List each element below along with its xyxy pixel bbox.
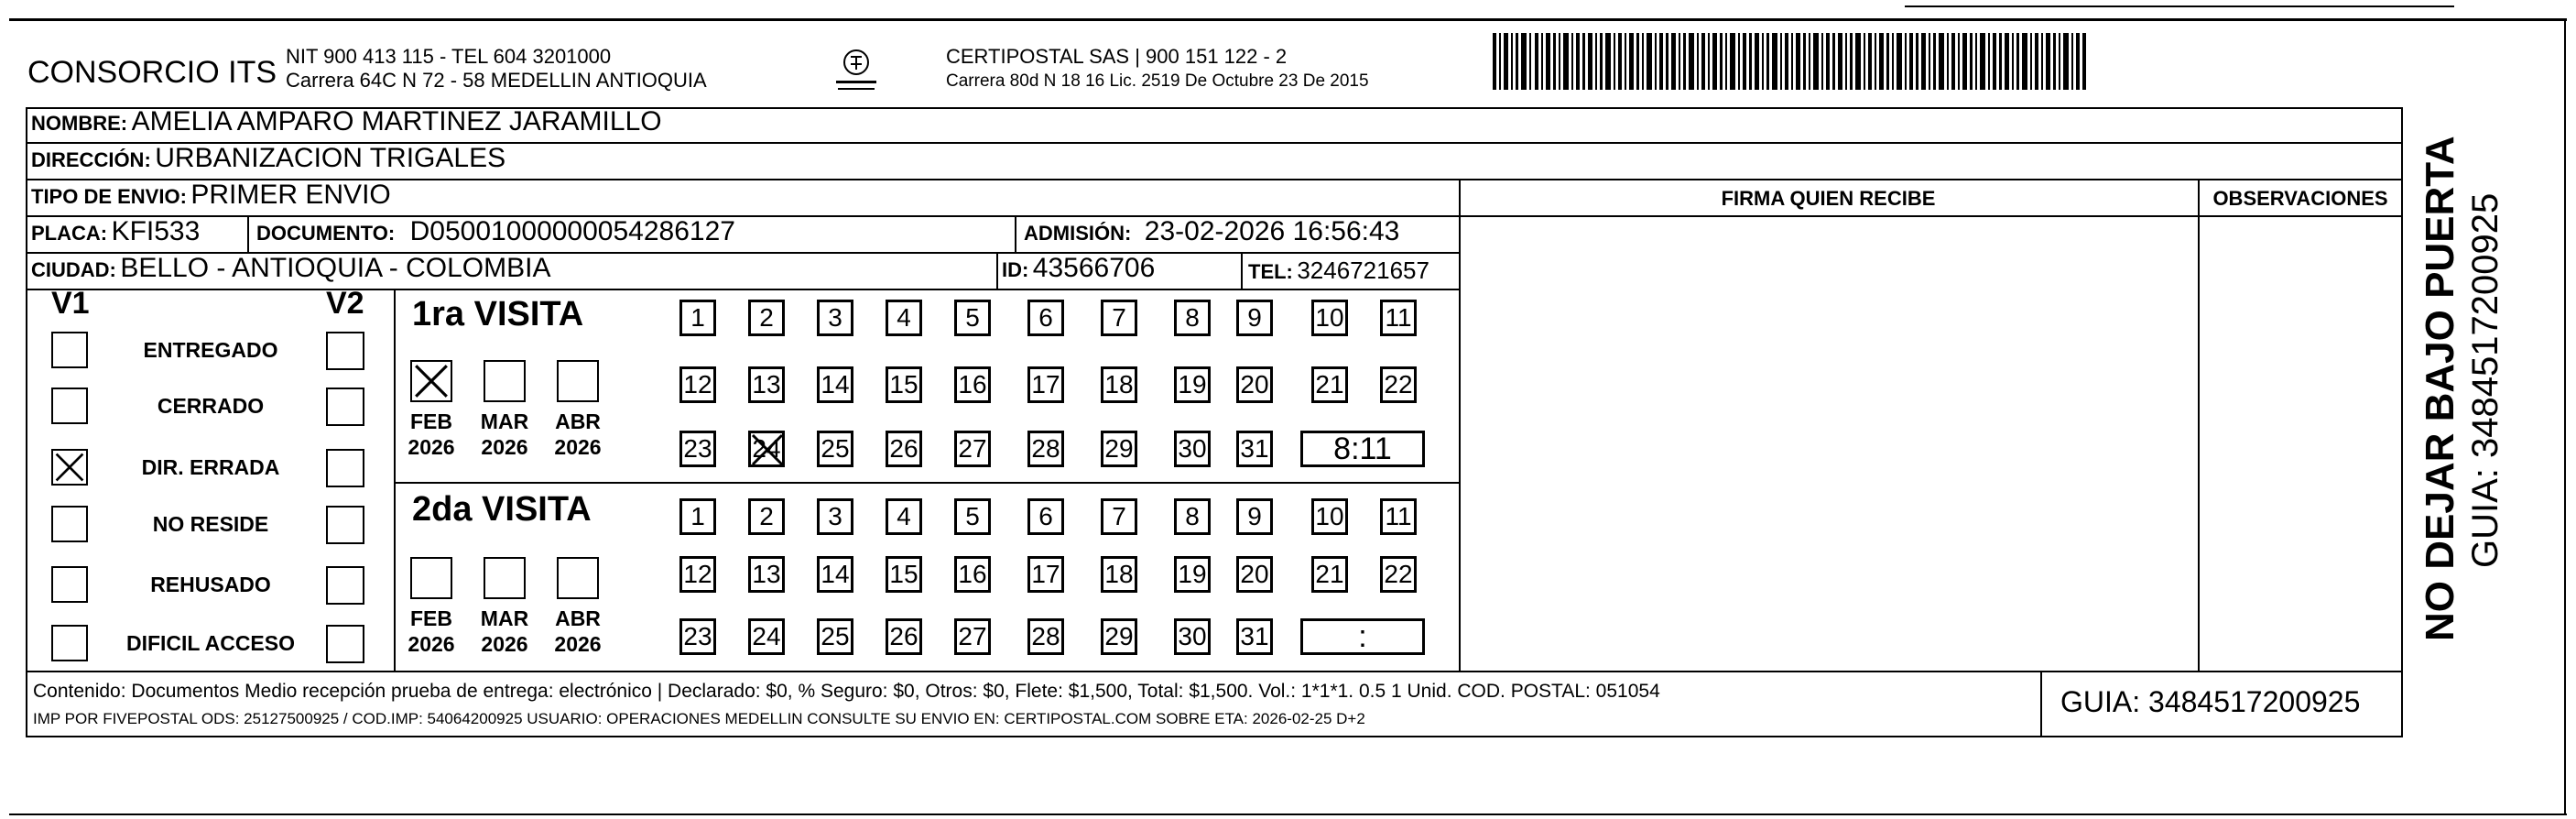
ship-type-row (31, 180, 391, 211)
visit1-day-box[interactable]: 23 (679, 431, 716, 467)
status-v1-checkbox[interactable] (51, 625, 88, 661)
visit1-day-box[interactable]: 28 (1027, 431, 1064, 467)
visit2-day-box[interactable]: 3 (817, 498, 853, 535)
visit1-year-label: 2026 (408, 435, 455, 459)
visit2-day-box[interactable]: 29 (1101, 618, 1137, 655)
visit2-day-box[interactable]: 17 (1027, 556, 1064, 593)
document-row (256, 216, 735, 247)
visit1-day-box[interactable]: 24 (748, 431, 785, 467)
visit2-day-box[interactable]: 13 (748, 556, 785, 593)
status-v2-checkbox[interactable] (326, 566, 364, 605)
visit2-day-box[interactable]: 2 (748, 498, 785, 535)
visit1-day-box[interactable]: 25 (817, 431, 853, 467)
recipient-tel: 3246721657 (1297, 257, 1429, 284)
status-v1-checkbox[interactable] (51, 566, 88, 603)
visit2-day-box[interactable]: 9 (1236, 498, 1273, 535)
visit1-day-box[interactable]: 31 (1236, 431, 1273, 467)
barcode (1493, 33, 2088, 90)
company-name: CONSORCIO ITS (27, 55, 277, 90)
visit1-month-checkbox[interactable] (484, 360, 526, 402)
admission-date: 23-02-2026 16:56:43 (1144, 216, 1400, 246)
visit2-day-box[interactable]: 11 (1380, 498, 1417, 535)
visit2-day-box[interactable]: 4 (886, 498, 922, 535)
status-label: CERRADO (157, 394, 265, 418)
visit2-day-box[interactable]: 15 (886, 556, 922, 593)
city: BELLO - ANTIOQUIA - COLOMBIA (120, 253, 551, 283)
visit2-month-checkbox[interactable] (410, 557, 452, 599)
visit1-day-box[interactable]: 26 (886, 431, 922, 467)
visit1-day-box[interactable]: 15 (886, 366, 922, 403)
visit1-day-box[interactable]: 21 (1311, 366, 1348, 403)
status-v2-checkbox[interactable] (326, 449, 364, 487)
address-row (31, 143, 505, 174)
status-label: ENTREGADO (143, 338, 278, 362)
visit2-month-label: ABR (555, 606, 601, 630)
visit1-year-label: 2026 (554, 435, 602, 459)
city-row (31, 253, 550, 284)
footer-print-line: IMP POR FIVEPOSTAL ODS: 25127500925 / COD.IMP: 54064200925 USUARIO: OPERACIONES MEDELLIN CONSULTE SU ENVIO EN: CERTIPOSTAL.COM SOBRE ETA: 2026-02-25 D+2 (33, 710, 1365, 727)
visit2-day-box[interactable]: 6 (1027, 498, 1064, 535)
visit2-year-label: 2026 (554, 632, 602, 656)
visit2-day-box[interactable]: 31 (1236, 618, 1273, 655)
company-address: Carrera 64C N 72 - 58 MEDELLIN ANTIOQUIA (286, 69, 707, 92)
name-row (31, 106, 662, 137)
observations-column-header: OBSERVACIONES (2212, 187, 2388, 210)
visit2-year-label: 2026 (481, 632, 528, 656)
recipient-address: URBANIZACION TRIGALES (155, 143, 506, 173)
visit2-month-checkbox[interactable] (557, 557, 599, 599)
document-number: D05001000000054286127 (409, 216, 735, 246)
visit2-day-box[interactable]: 26 (886, 618, 922, 655)
footer-content-line: Contenido: Documentos Medio recepción prueba de entrega: electrónico | Declarado: $0, % Seguro: $0, Otros: $0, Flete: $1,500, Total: $1,500. Vol.: 1*1*1. 0.5 1 Unid. COD. POSTAL: 051054 (33, 681, 1660, 702)
plate: KFI533 (111, 216, 201, 246)
visit2-day-box[interactable]: 7 (1101, 498, 1137, 535)
visit2-time-box[interactable]: : (1300, 618, 1425, 655)
company-nit-tel: NIT 900 413 115 - TEL 604 3201000 (286, 45, 612, 68)
status-v2-checkbox[interactable] (326, 625, 364, 663)
visit2-day-box[interactable]: 27 (954, 618, 991, 655)
visit1-day-box[interactable]: 29 (1101, 431, 1137, 467)
visit1-title: 1ra VISITA (412, 295, 584, 333)
visit1-day-box[interactable]: 8 (1174, 300, 1211, 336)
visit1-year-label: 2026 (481, 435, 528, 459)
visit2-title: 2da VISITA (412, 490, 592, 529)
visit1-day-box[interactable]: 5 (954, 300, 991, 336)
ship-type: PRIMER ENVIO (190, 180, 391, 210)
address-label: DIRECCIÓN: (31, 148, 151, 171)
visit2-day-box[interactable]: 1 (679, 498, 716, 535)
v2-header: V2 (326, 286, 364, 321)
visit1-time-box[interactable]: 8:11 (1300, 431, 1425, 467)
visit2-day-box[interactable]: 23 (679, 618, 716, 655)
status-v1-checkbox[interactable] (51, 449, 88, 486)
recipient-id: 43566706 (1032, 253, 1156, 283)
certipostal-logo (829, 44, 884, 99)
visit1-day-box[interactable]: 27 (954, 431, 991, 467)
visit2-day-box[interactable]: 20 (1236, 556, 1273, 593)
visit2-day-box[interactable]: 10 (1311, 498, 1348, 535)
status-label: NO RESIDE (152, 512, 269, 536)
id-row (1002, 253, 1155, 284)
status-v2-checkbox[interactable] (326, 388, 364, 426)
footer-guia: GUIA: 3484517200925 (2060, 685, 2361, 718)
id-label: ID: (1002, 258, 1029, 281)
visit2-day-box[interactable]: 5 (954, 498, 991, 535)
signature-column-header: FIRMA QUIEN RECIBE (1721, 187, 1936, 210)
status-v2-checkbox[interactable] (326, 332, 364, 370)
visit1-day-box[interactable]: 30 (1174, 431, 1211, 467)
visit2-day-box[interactable]: 14 (817, 556, 853, 593)
status-v1-checkbox[interactable] (51, 506, 88, 542)
status-v2-checkbox[interactable] (326, 506, 364, 544)
visit1-day-box[interactable]: 11 (1380, 300, 1417, 336)
visit1-day-box[interactable]: 9 (1236, 300, 1273, 336)
status-v1-checkbox[interactable] (51, 388, 88, 424)
status-v1-checkbox[interactable] (51, 332, 88, 368)
visit2-day-box[interactable]: 19 (1174, 556, 1211, 593)
visit1-day-box[interactable]: 17 (1027, 366, 1064, 403)
visit1-day-box[interactable]: 14 (817, 366, 853, 403)
visit1-day-box[interactable]: 19 (1174, 366, 1211, 403)
visit2-day-box[interactable]: 28 (1027, 618, 1064, 655)
visit2-day-box[interactable]: 24 (748, 618, 785, 655)
visit1-day-box[interactable]: 3 (817, 300, 853, 336)
visit1-month-label: MAR (480, 410, 529, 433)
document-label: DOCUMENTO: (256, 222, 396, 245)
tel-label: TEL: (1248, 260, 1293, 283)
recipient-name: AMELIA AMPARO MARTINEZ JARAMILLO (131, 106, 662, 136)
visit1-day-box[interactable]: 1 (679, 300, 716, 336)
admission-label: ADMISIÓN: (1024, 222, 1132, 245)
plate-row (31, 216, 200, 247)
status-label: DIR. ERRADA (141, 455, 280, 479)
admission-row (1024, 216, 1399, 247)
city-label: CIUDAD: (31, 258, 116, 281)
visit1-day-box[interactable]: 12 (679, 366, 716, 403)
visit2-day-box[interactable]: 21 (1311, 556, 1348, 593)
visit2-month-label: FEB (410, 606, 452, 630)
ship-type-label: TIPO DE ENVIO: (31, 185, 187, 208)
visit2-month-label: MAR (480, 606, 529, 630)
visit1-month-label: ABR (555, 410, 601, 433)
visit2-day-box[interactable]: 30 (1174, 618, 1211, 655)
plate-label: PLACA: (31, 222, 108, 245)
visit2-year-label: 2026 (408, 632, 455, 656)
visit1-day-box[interactable]: 13 (748, 366, 785, 403)
status-label: REHUSADO (150, 573, 271, 596)
visit1-day-box[interactable]: 6 (1027, 300, 1064, 336)
visit1-day-box[interactable]: 18 (1101, 366, 1137, 403)
name-label: NOMBRE: (31, 112, 128, 135)
visit1-day-box[interactable]: 22 (1380, 366, 1417, 403)
visit1-day-box[interactable]: 16 (954, 366, 991, 403)
v1-header: V1 (51, 286, 90, 321)
carrier-license: Carrera 80d N 18 16 Lic. 2519 De Octubre 23 De 2015 (946, 71, 1369, 91)
visit1-day-box[interactable]: 4 (886, 300, 922, 336)
tel-row (1248, 257, 1429, 285)
status-label: DIFICIL ACCESO (125, 631, 295, 655)
visit2-day-box[interactable]: 18 (1101, 556, 1137, 593)
visit1-month-checkbox[interactable] (557, 360, 599, 402)
visit1-day-check-mark (749, 431, 786, 468)
visit2-day-box[interactable]: 22 (1380, 556, 1417, 593)
no-dejar-bajo-puerta: NO DEJAR BAJO PUERTA (2418, 136, 2462, 641)
side-guia: GUIA: 3484517200925 (2465, 192, 2505, 568)
visit1-day-box[interactable]: 7 (1101, 300, 1137, 336)
carrier-name: CERTIPOSTAL SAS | 900 151 122 - 2 (946, 45, 1288, 68)
visit1-day-box[interactable]: 10 (1311, 300, 1348, 336)
visit2-day-box[interactable]: 25 (817, 618, 853, 655)
visit2-day-box[interactable]: 8 (1174, 498, 1211, 535)
visit1-month-checkbox[interactable] (410, 360, 452, 402)
visit2-day-box[interactable]: 12 (679, 556, 716, 593)
visit1-day-box[interactable]: 2 (748, 300, 785, 336)
visit1-month-label: FEB (410, 410, 452, 433)
visit2-month-checkbox[interactable] (484, 557, 526, 599)
visit1-day-box[interactable]: 20 (1236, 366, 1273, 403)
visit2-day-box[interactable]: 16 (954, 556, 991, 593)
